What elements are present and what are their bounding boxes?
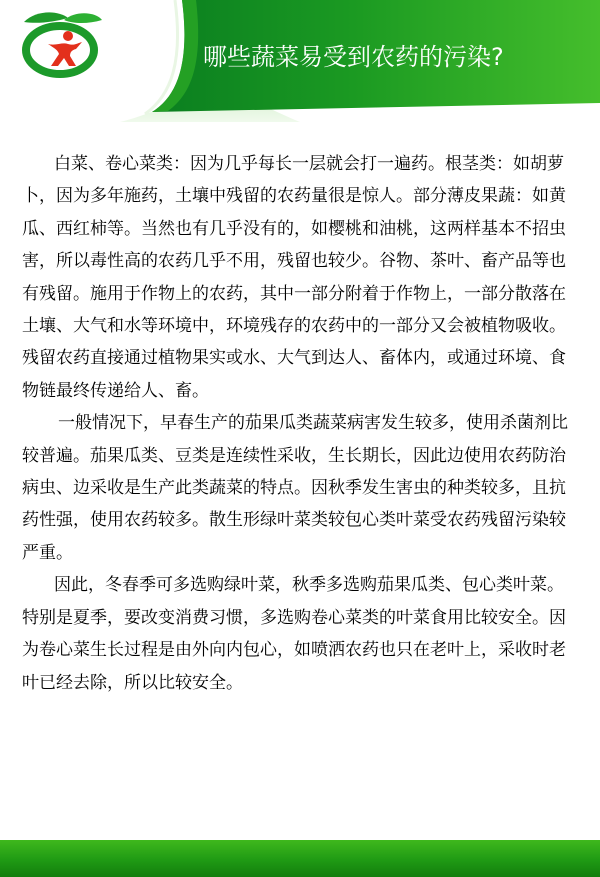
page-title: 哪些蔬菜易受到农药的污染? [203, 43, 504, 71]
article-body [22, 148, 580, 699]
paragraph-text: 因此，冬春季可多选购绿叶菜，秋季多选购茄果瓜类、包心类叶菜。特别是夏季，要改变消费习惯，多选购卷心菜类的叶菜食用比较安全。因为卷心菜生长过程是由外向内包心，如喷洒农药也只在老叶上，采收时老叶已经去除，所以比较安全。 [22, 575, 566, 693]
header-banner [0, 0, 600, 122]
paragraph [22, 407, 580, 569]
logo [14, 8, 106, 78]
paragraph [22, 148, 580, 407]
paragraph-text: 白菜、卷心菜类：因为几乎每长一层就会打一遍药。根茎类：如胡萝卜，因为多年施药，土壤中残留的农药量很是惊人。部分薄皮果蔬：如黄瓜、西红柿等。当然也有几乎没有的，如樱桃和油桃，这两样基本不招虫害，所以毒性高的农药几乎不用，残留也较少。谷物、茶叶、畜产品等也有残留。施用于作物上的农药，其中一部分附着于作物上，一部分散落在土壤、大气和水等环境中，环境残存的农药中的一部分又会被植物吸收。残留农药直接通过植物果实或水、大气到达人、畜体内，或通过环境、食物链最终传递给人、畜。 [22, 154, 566, 401]
footer-bar [0, 840, 600, 877]
paragraph [22, 569, 580, 699]
paragraph-text: 一般情况下，早春生产的茄果瓜类蔬菜病害发生较多，使用杀菌剂比较普遍。茄果瓜类、豆类是连续性采收，生长期长，因此边使用农药防治病虫、边采收是生产此类蔬菜的特点。因秋季发生害虫的种类较多，且抗药性强，使用农药较多。散生形绿叶菜类较包心类叶菜受农药残留污染较严重。 [22, 413, 568, 563]
vegetable-figure-logo-icon [14, 8, 106, 78]
